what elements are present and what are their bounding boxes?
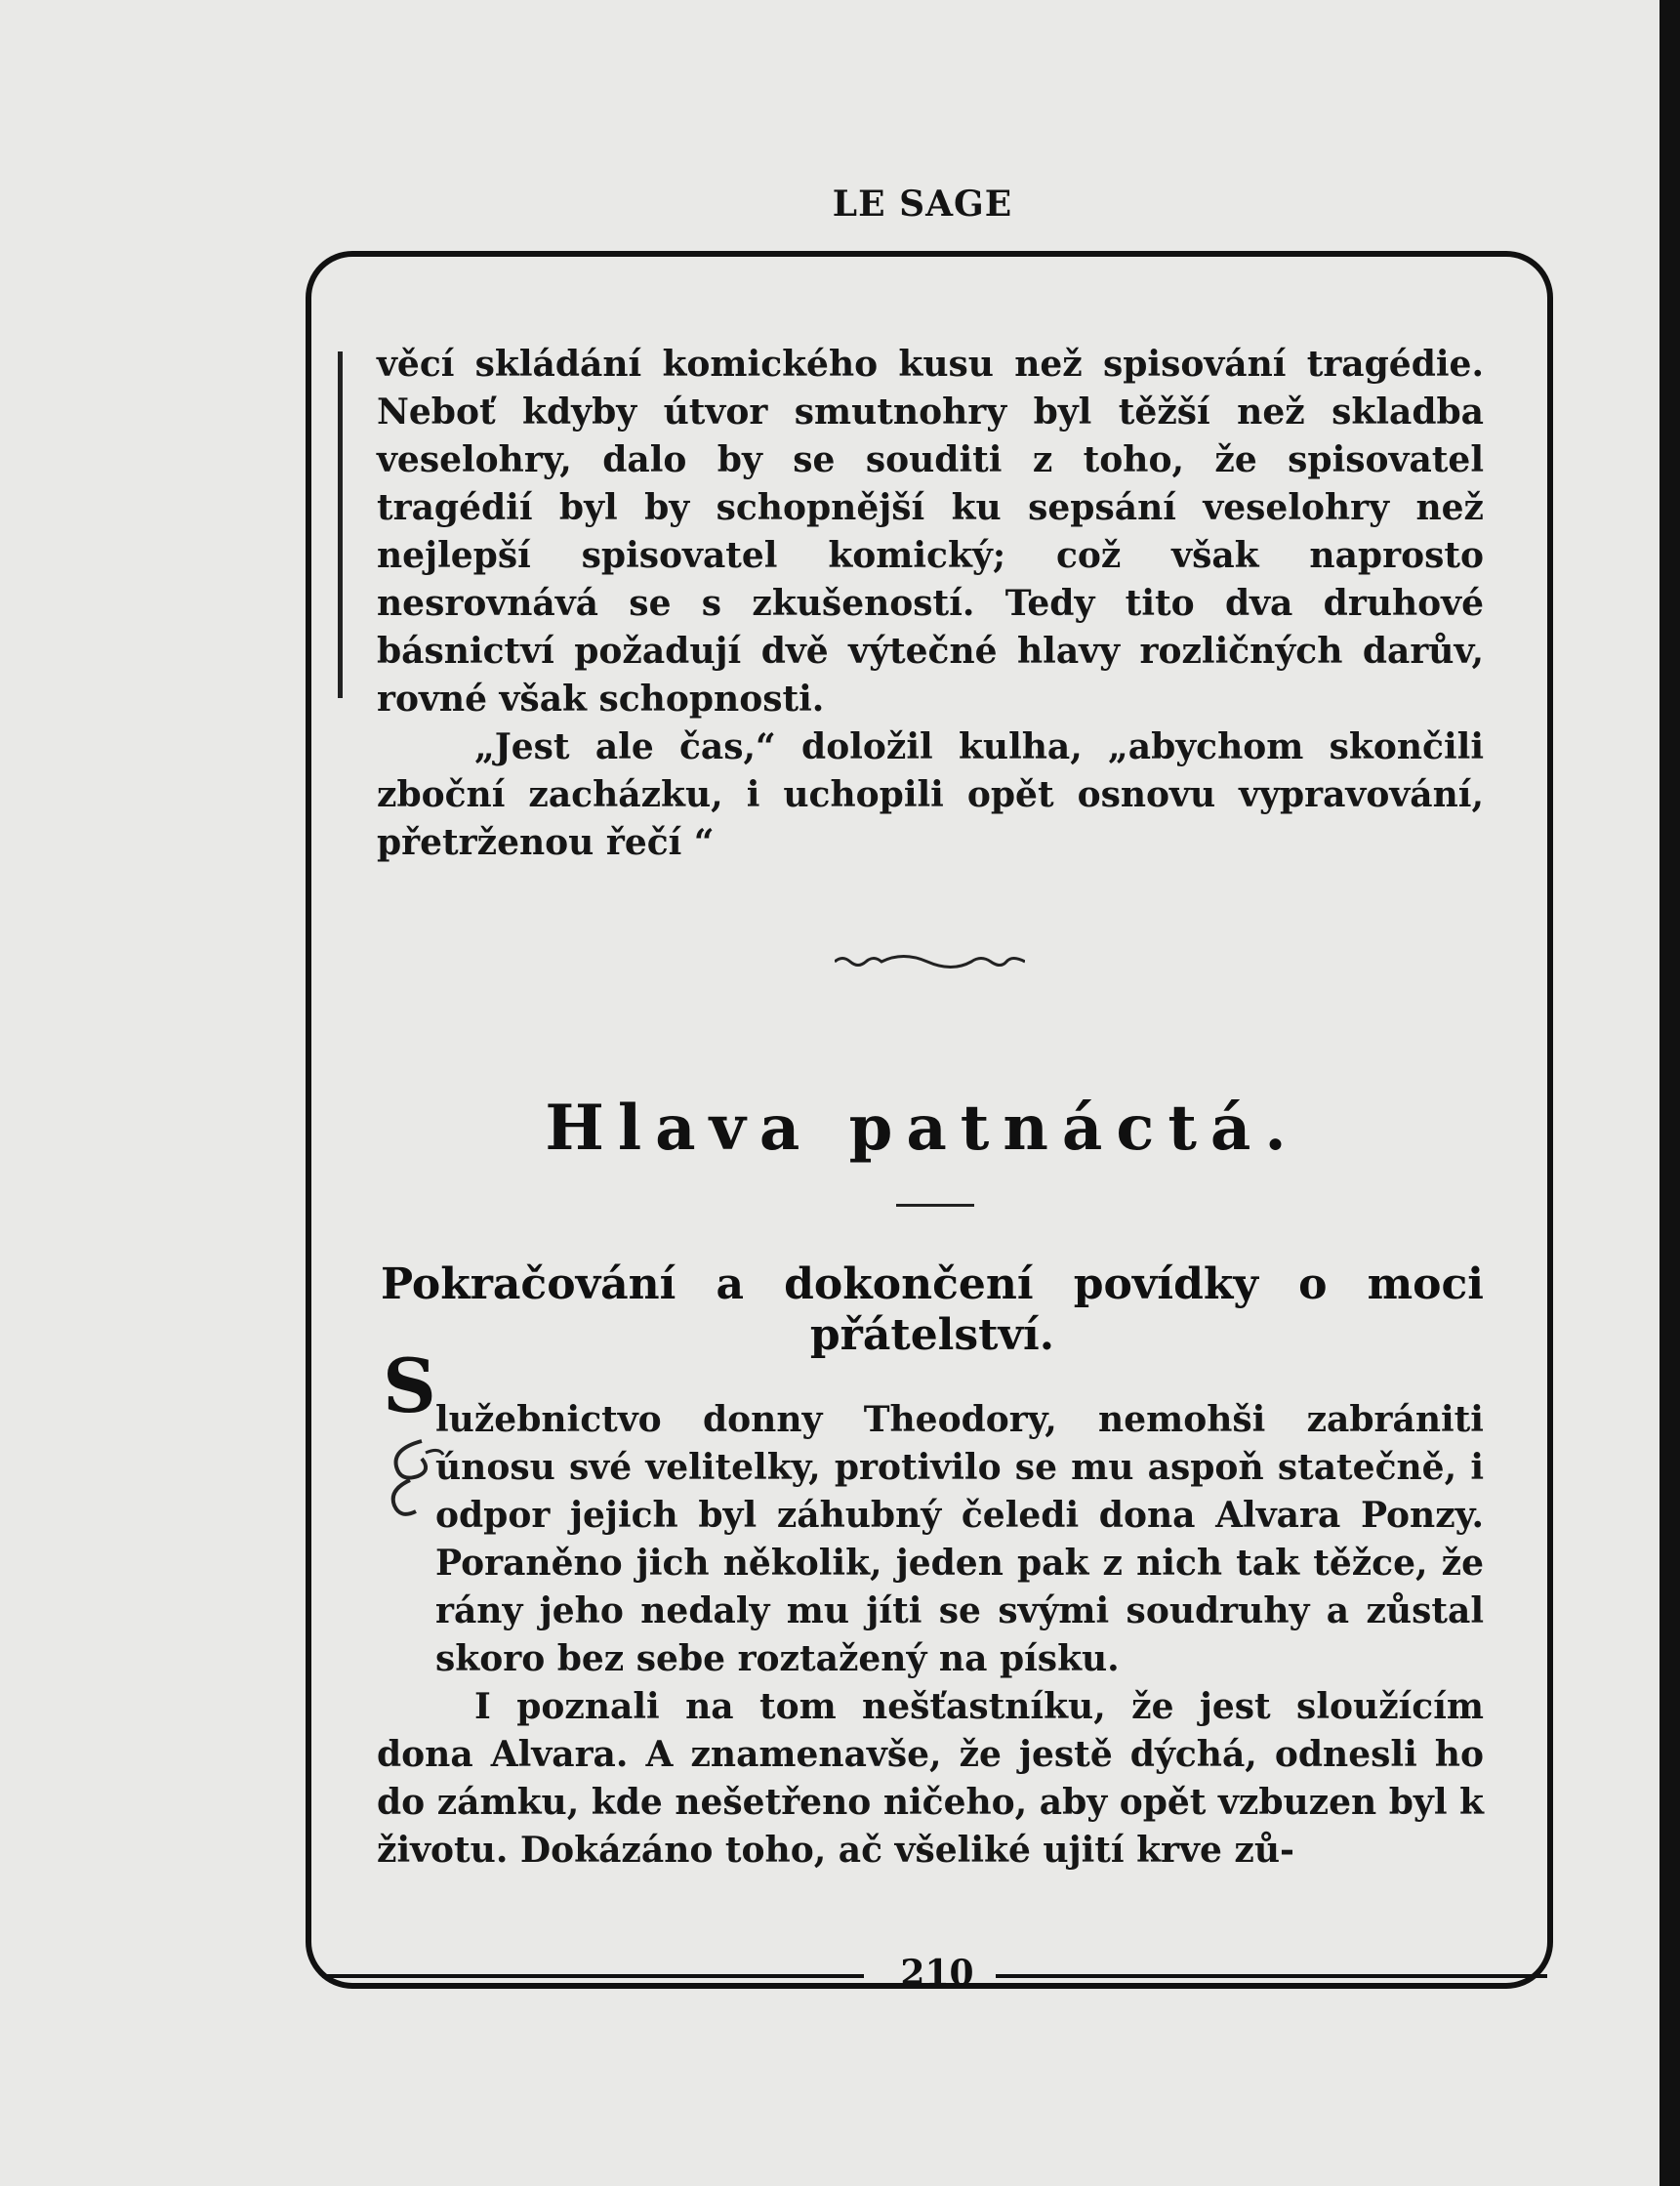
paragraph: I poznali na tom nešťastníku, že jest sloužícím dona Alvara. A znamenavše, že jestě dýchá, odnesli ho do zámku, kde nešetřeno ničeho, aby opět vzbuzen byl k životu. Dokázáno toho, ač všeliké ujití krve zů-: [377, 1686, 1484, 1871]
text-block-bottom: [377, 1396, 1484, 1875]
chapter-title: Hlava patnáctá.: [545, 1092, 1300, 1165]
chapter-subtitle: [381, 1259, 1484, 1361]
footer-rule-right: [996, 1974, 1547, 1978]
divider-rule: [896, 1204, 974, 1207]
margin-mark: [338, 351, 343, 698]
ornament-divider: [835, 947, 1025, 976]
paragraph: „Jest ale čas,“ doložil kulha, „abychom skončili zboční zacházku, i uchopili opět osnovu vypravování, přetrženou řečí “: [377, 726, 1484, 863]
paragraph: věcí skládání komického kusu než spisování tragédie. Neboť kdyby útvor smutnohry byl těžší než skladba veselohry, dalo by se souditi z toho, že spisovatel tragédií byl by schopnější ku sepsání veselohry než nejlepší spisovatel komický; což však naprosto nesrovnává se s zkušeností. Tedy tito dva druhové básnictví požadují dvě výtečné hlavy rozličných darův, rovné však schopnosti.: [377, 344, 1484, 720]
text-block-top: [377, 341, 1484, 867]
paragraph: lužebnictvo donny Theodory, nemohši zabrániti únosu své velitelky, protivilo se mu aspoň statečně, i odpor jejich byl záhubný čeledi dona Alvara Ponzy. Poraněno jich několik, jeden pak z nich tak těžce, že rány jeho nedaly mu jíti se svými soudruhy a zůstal skoro bez sebe roztažený na písku.: [435, 1399, 1484, 1679]
subtitle-line: přátelství.: [809, 1310, 1055, 1360]
scan-edge: [1660, 0, 1680, 2186]
footer-rule-left: [322, 1974, 864, 1978]
running-head: LE SAGE: [832, 184, 1013, 225]
page-number: 210: [900, 1953, 974, 1994]
subtitle-line: Pokračování a dokončení povídky o moci: [381, 1259, 1484, 1309]
drop-cap: S: [383, 1342, 436, 1429]
